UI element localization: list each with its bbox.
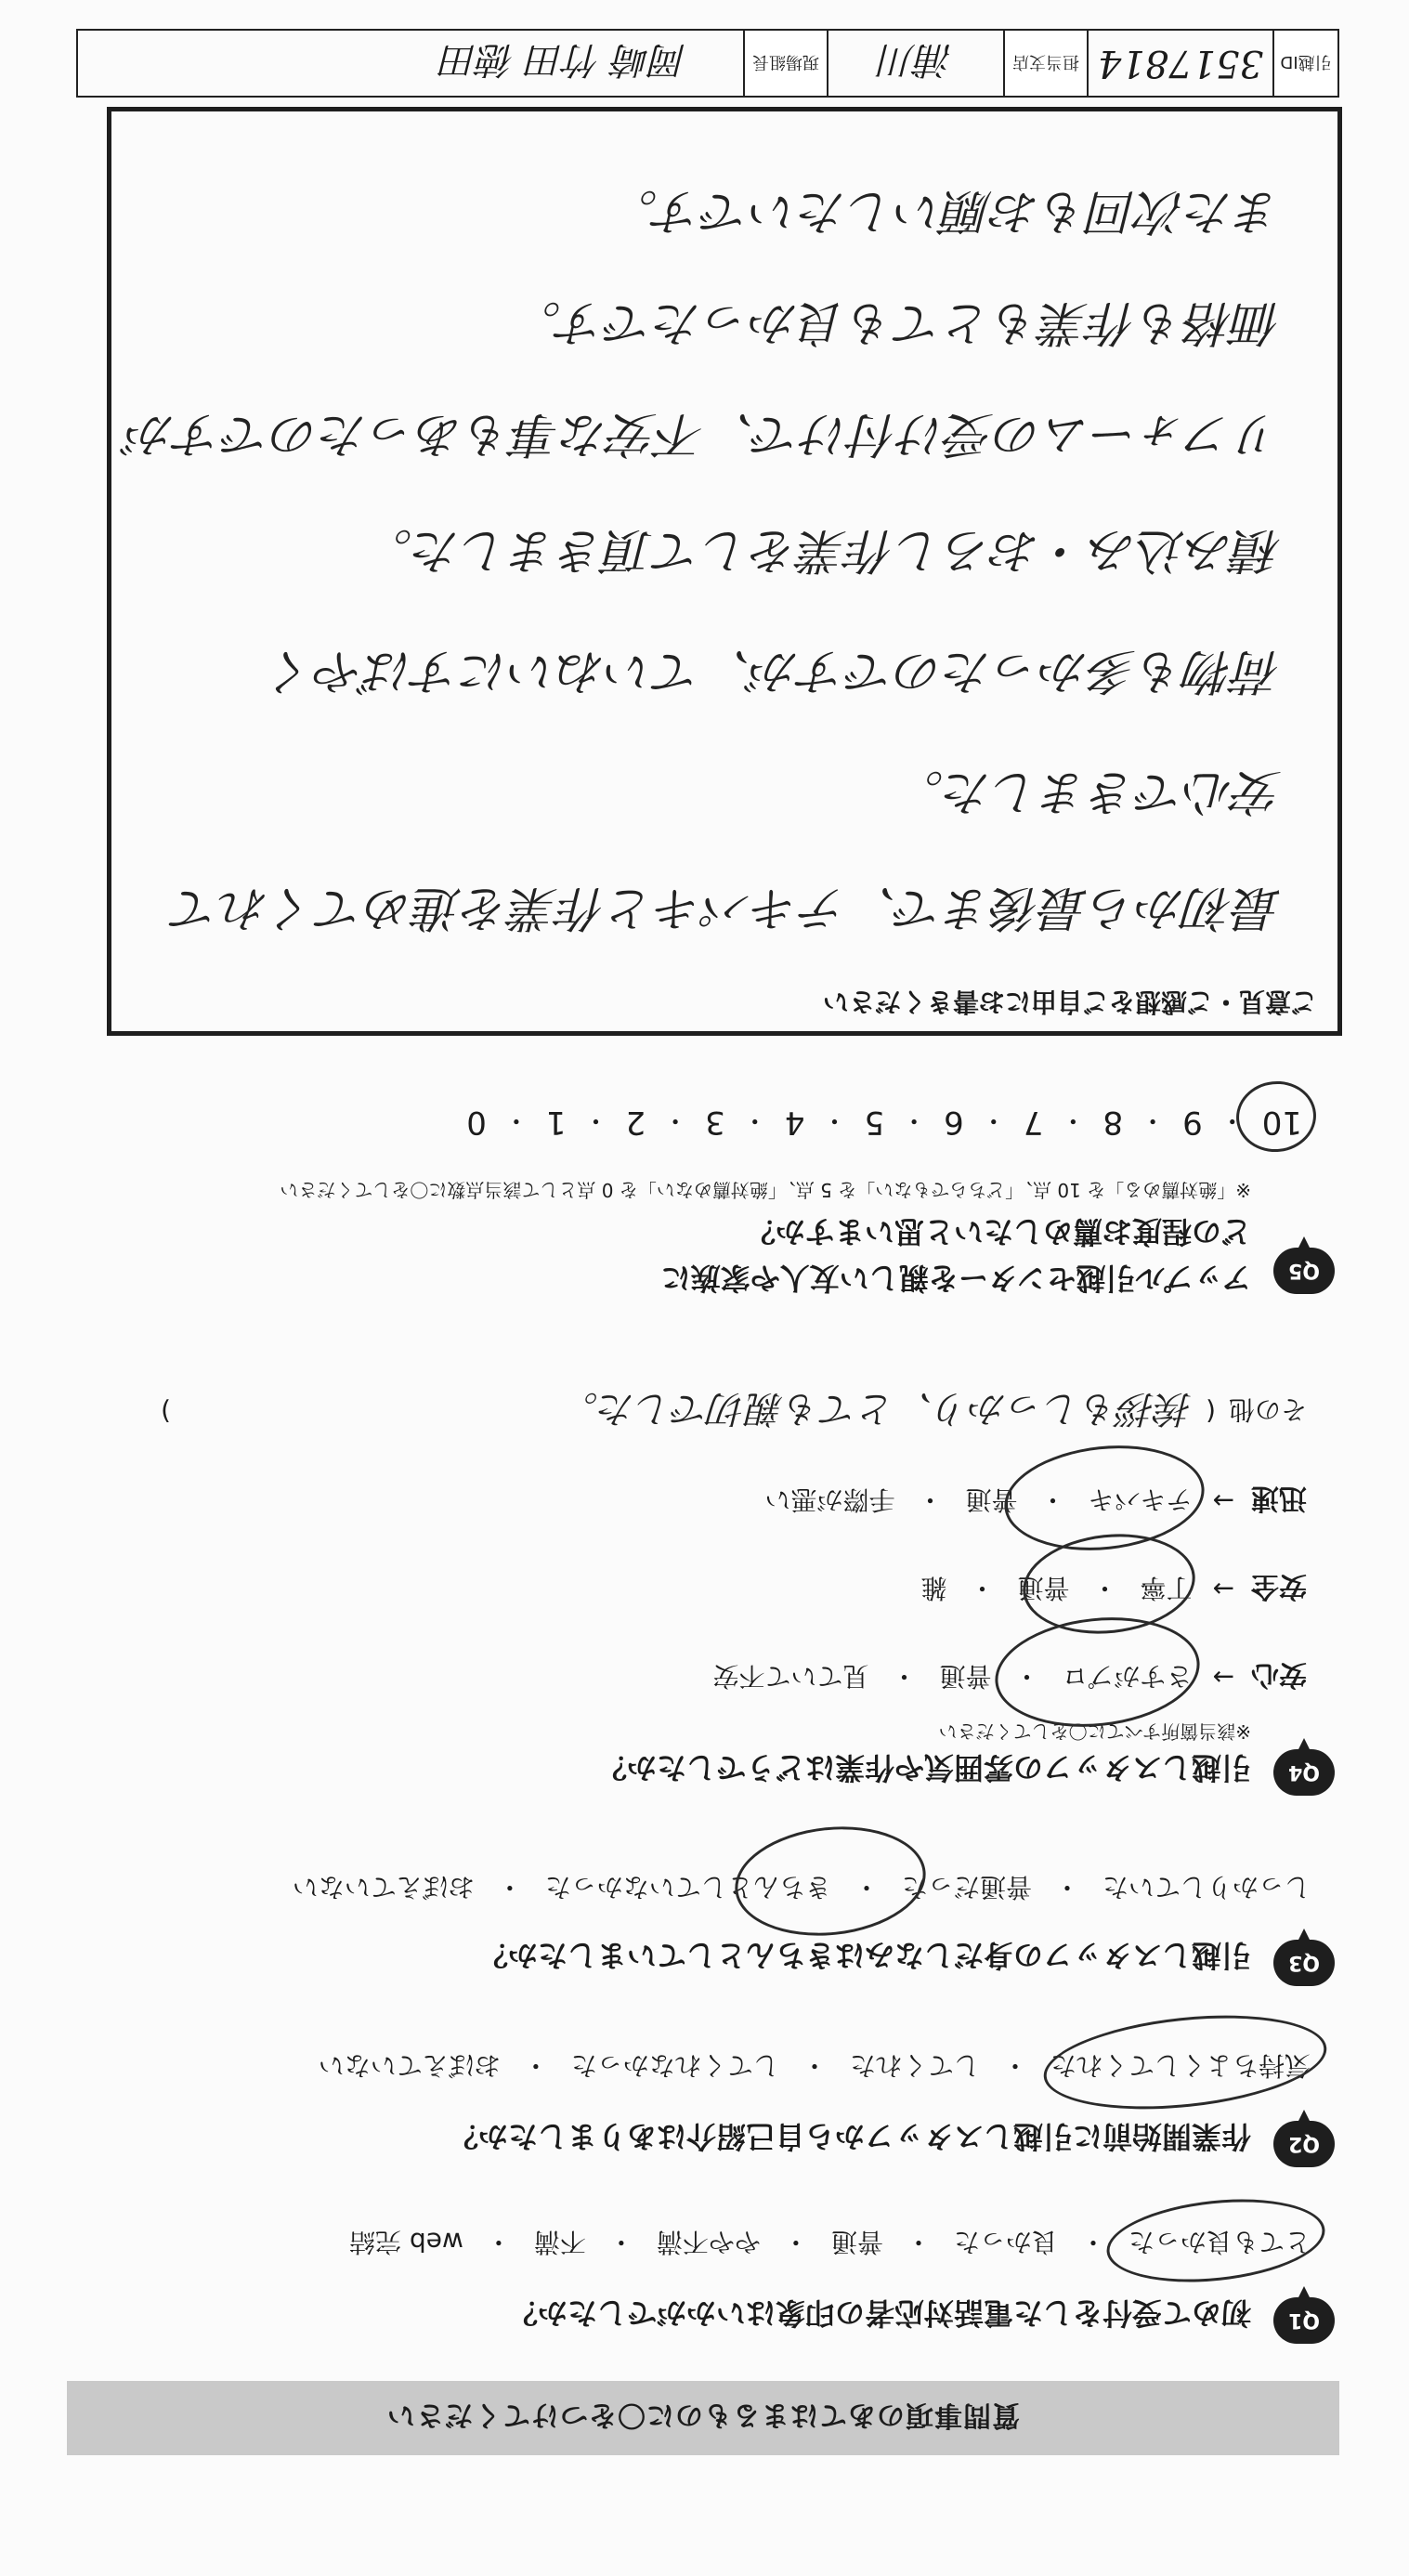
q1-option[interactable]: 普通 <box>830 2227 883 2257</box>
q4-option[interactable]: 普通 <box>1017 1573 1070 1603</box>
pen-circle-q4-jinsoku <box>999 1436 1209 1560</box>
q3-option[interactable]: 普通だった <box>901 1872 1032 1903</box>
q4-other-label: その他 <box>1228 1394 1307 1426</box>
q1-question: 初めて受付をした電話対応者の印象はいかがでしたか？ <box>507 2295 1251 2331</box>
q4-note: ※該当箇所すべてに〇をしてください <box>938 1720 1251 1743</box>
q5-score[interactable]: 3 <box>705 1104 725 1141</box>
q3-option[interactable]: しっかりしていた <box>1102 1872 1311 1903</box>
q1-option[interactable]: 良かった <box>953 2227 1058 2257</box>
q4-row-jinsoku: 迅速 → テキパキ ・ 普通 ・ 手際が悪い <box>759 1481 1307 1522</box>
q5-score[interactable]: 2 <box>625 1104 646 1141</box>
q5-score[interactable]: 4 <box>784 1104 805 1141</box>
q2-option[interactable]: おぼえていない <box>318 2050 501 2081</box>
pen-circle-q3 <box>730 1818 932 1945</box>
q4-option[interactable]: 手際が悪い <box>764 1484 895 1515</box>
q2-badge <box>1273 2121 1335 2167</box>
q4-option[interactable]: 雑 <box>920 1573 947 1603</box>
comment-header: ご意見・ご感想をご自由にお書きください <box>822 987 1317 1017</box>
instruction-text: 質問事項のあてはまるものに〇をつけてください <box>386 2399 1020 2431</box>
q4-question: 引越しスタッフの雰囲気や作業はどうでしたか？ <box>596 1750 1251 1785</box>
q5-note: ※「絶対薦める」を 10 点、「どちらでもない」を 5 点、「絶対薦めない」を 0 点として該当点数に〇をしてください <box>280 1179 1251 1201</box>
q4-other-handwriting: 挨拶もしっかり、とても親切でした。 <box>561 1387 1194 1430</box>
comment-line: 荷物も多かったのですが、ていねいにすばやく <box>267 643 1282 699</box>
q5-badge <box>1273 1248 1335 1294</box>
q4-option[interactable]: テキパキ <box>1088 1484 1193 1515</box>
q3-badge <box>1273 1940 1335 1986</box>
q2-option[interactable]: 気持ちよくしてくれた <box>1050 2050 1311 2081</box>
q3-badge-label: Q3 <box>1288 1951 1321 1975</box>
q4-option[interactable]: さすがプロ <box>1062 1661 1193 1692</box>
q4-option[interactable]: 普通 <box>965 1484 1018 1515</box>
comment-line: リフォームの受け付けで、不安な事もあったのですが <box>126 406 1282 462</box>
q1-badge-label: Q1 <box>1288 2308 1321 2333</box>
q5-score[interactable]: 1 <box>545 1104 567 1141</box>
q5-question-line1: アップル引越センターを親しい友人や家族に <box>660 1261 1251 1296</box>
q1-option[interactable]: とても良かった <box>1128 2227 1311 2257</box>
q3-option[interactable]: きちんとしていなかった <box>544 1872 831 1903</box>
q5-question-line2: どの程度お薦めしたいと思いますか？ <box>745 1214 1251 1249</box>
q4-category-label: 迅速 <box>1251 1482 1307 1514</box>
q5-score[interactable]: 5 <box>864 1104 885 1141</box>
q1-options: とても良かった ・ 良かった ・ 普通 ・ やや不満 ・ 不満 ・ web 完結 <box>344 2225 1316 2262</box>
footer-table <box>76 29 1339 98</box>
branch-value: 浦川 <box>827 31 1003 96</box>
pen-circle-q1 <box>1102 2190 1329 2292</box>
q2-question: 作業開始前に引越しスタッフから自己紹介はありましたか？ <box>448 2119 1251 2154</box>
q5-score[interactable]: 9 <box>1182 1104 1203 1141</box>
leader-value: 岡崎 竹田 徳田 <box>440 38 687 82</box>
q4-badge-label: Q4 <box>1288 1760 1321 1785</box>
move-id-value: 3517814 <box>1087 31 1272 96</box>
q1-option[interactable]: 不満 <box>533 2227 586 2257</box>
q5-score[interactable]: 0 <box>466 1104 487 1141</box>
q5-score[interactable]: 8 <box>1102 1104 1124 1141</box>
q5-score[interactable]: 6 <box>944 1104 964 1141</box>
comment-line: 最初から最後まで、テキパキと作業を進めてくれて <box>172 880 1282 935</box>
q1-option[interactable]: やや不満 <box>656 2227 761 2257</box>
comment-box <box>107 107 1342 1036</box>
comment-line: 価格も作業もとても良かったです。 <box>513 294 1282 350</box>
q5-badge-label: Q5 <box>1288 1259 1321 1283</box>
q5-score[interactable]: 7 <box>1023 1104 1044 1141</box>
move-id-label: 引越ID <box>1272 31 1337 96</box>
q1-option[interactable]: web 完結 <box>349 2227 463 2257</box>
q3-question: 引越しスタッフの身だしなみはきちんとしていましたか？ <box>477 1938 1251 1973</box>
q5-scale: 10 ・ 9 ・ 8 ・ 7 ・ 6 ・ 5 ・ 4 ・ 3 ・ 2 ・ 1 ・ 0 <box>466 1104 1302 1141</box>
q2-option[interactable]: してくれなかった <box>570 2050 779 2081</box>
q4-badge <box>1273 1749 1335 1796</box>
pen-circle-q5 <box>1233 1078 1319 1157</box>
comment-line: 安心できました。 <box>894 764 1282 819</box>
q4-option[interactable]: 見ていて不安 <box>712 1661 869 1692</box>
q4-option[interactable]: 丁寧 <box>1140 1573 1193 1603</box>
q4-category-label: 安全 <box>1251 1570 1307 1602</box>
q4-row-anshin: 安心 → さすがプロ ・ 普通 ・ 見ていて不安 <box>707 1657 1307 1698</box>
q4-option[interactable]: 普通 <box>939 1661 992 1692</box>
branch-label: 担当支店 <box>1003 31 1087 96</box>
q1-badge <box>1273 2297 1335 2344</box>
q4-category-label: 安心 <box>1251 1658 1307 1691</box>
q3-options: しっかりしていた ・ 普通だった ・ きちんとしていなかった ・ おぼえていない <box>287 1870 1316 1907</box>
q2-option[interactable]: してくれた <box>849 2050 980 2081</box>
q2-badge-label: Q2 <box>1288 2132 1321 2156</box>
pen-circle-q2 <box>1039 2003 1331 2121</box>
q3-option[interactable]: おぼえていない <box>292 1872 475 1903</box>
leader-label: 現場組長 <box>743 31 827 96</box>
q2-options: 気持ちよくしてくれた ・ してくれた ・ してくれなかった ・ おぼえていない <box>313 2048 1316 2086</box>
q5-score[interactable]: 10 <box>1261 1104 1302 1141</box>
comment-line: また次回もお願いしたいです。 <box>609 183 1282 239</box>
instruction-banner <box>67 2381 1339 2455</box>
comment-line: 積み込み・おろし作業をして頂きました。 <box>363 522 1282 578</box>
q4-row-anzen: 安全 → 丁寧 ・ 普通 ・ 雑 <box>915 1569 1307 1610</box>
q4-other-row: その他 ( 挨拶もしっかり、とても親切でした。 ) <box>161 1385 1307 1438</box>
